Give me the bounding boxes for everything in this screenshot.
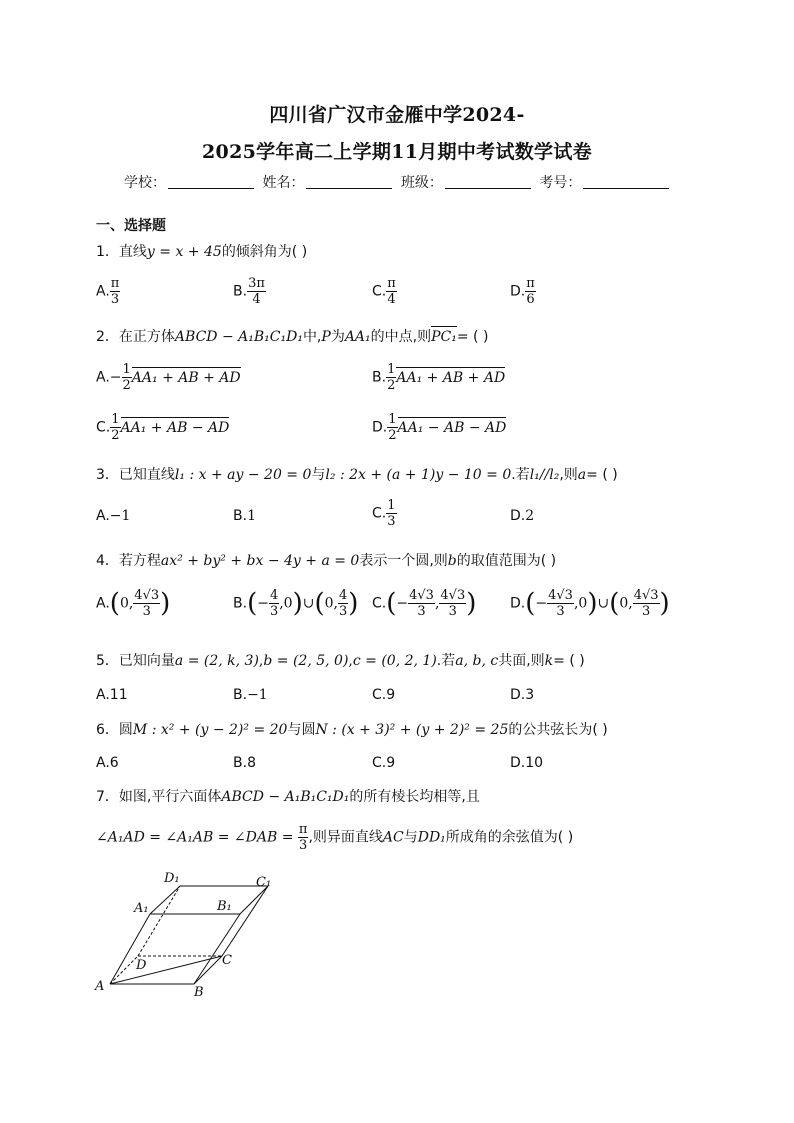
question-7-line-2 bbox=[96, 822, 573, 853]
label-b: B bbox=[194, 985, 204, 1000]
option-c[interactable]: C.(− $\frac{4√3}{3}$ , $\frac{4√3}{3}$ ) bbox=[372, 588, 477, 619]
question-text: 与 bbox=[403, 829, 418, 846]
option-b[interactable]: B.(− $\frac{4}{3}$ ,0)∪(0, $\frac{4}{3}$ ) bbox=[233, 588, 359, 619]
option-value: 6 bbox=[109, 755, 119, 771]
question-6 bbox=[96, 719, 608, 739]
class-label: 班级： bbox=[400, 175, 443, 191]
fraction: $\frac{3\pi}{4}$ bbox=[248, 276, 265, 307]
sign: − bbox=[109, 369, 122, 386]
math-expr: k bbox=[544, 653, 554, 669]
option-value: 10 bbox=[525, 755, 544, 771]
option-value: 2 bbox=[525, 508, 535, 524]
question-text: = ( ) bbox=[586, 467, 618, 483]
label-b1: B₁ bbox=[217, 899, 232, 914]
option-c[interactable] bbox=[372, 755, 395, 771]
question-number: 1． bbox=[96, 244, 119, 260]
vector-expr: PC₁ bbox=[431, 329, 457, 345]
option-label: D. bbox=[510, 283, 526, 300]
question-number: 4． bbox=[96, 553, 119, 569]
option-d[interactable] bbox=[510, 508, 534, 524]
option-d[interactable] bbox=[510, 276, 536, 307]
option-d[interactable] bbox=[510, 755, 543, 771]
option-b[interactable] bbox=[233, 755, 256, 771]
option-label: A. bbox=[96, 687, 110, 703]
math-expr: AC bbox=[382, 829, 404, 846]
math-expr: a, b, c bbox=[455, 653, 499, 669]
question-number: 6． bbox=[96, 722, 119, 738]
question-text: 的倾斜角为( ) bbox=[221, 244, 308, 260]
question-text: 中, bbox=[302, 329, 322, 345]
math-expr: c = (0, 2, 1) bbox=[352, 653, 437, 669]
question-text: 圆 bbox=[118, 722, 133, 738]
option-a[interactable] bbox=[96, 362, 241, 393]
option-value: 11 bbox=[109, 687, 128, 703]
option-a[interactable] bbox=[96, 508, 130, 524]
label-c: C bbox=[222, 953, 232, 968]
question-text: 表示一个圆,则 bbox=[359, 553, 448, 569]
title-line-2: 2025学年高二上学期11月期中考试数学试卷 bbox=[202, 141, 592, 163]
option-label: B. bbox=[233, 508, 248, 524]
option-label: A. bbox=[96, 369, 110, 386]
math-expr: l₁ : x + ay − 20 = 0 bbox=[174, 467, 312, 483]
question-5: 5．已知向量a = (2, k, 3),b = (2, 5, 0),c = (0, 2, 1).若a, b, c共面,则k= ( ) bbox=[96, 653, 585, 669]
math-expr: ax² + by² + bx − 4y + a = 0 bbox=[160, 553, 360, 569]
question-2 bbox=[96, 326, 488, 346]
option-label: C. bbox=[372, 755, 387, 771]
question-text: ,则 bbox=[559, 467, 578, 483]
option-value: 1 bbox=[247, 508, 256, 524]
question-text: 与圆 bbox=[287, 722, 316, 738]
vector-expr: AA₁ + AB − AD bbox=[120, 419, 230, 436]
math-expr: l₂ : 2x + (a + 1)y − 10 = 0 bbox=[325, 467, 512, 483]
option-label: D. bbox=[510, 508, 526, 524]
option-value: 8 bbox=[247, 755, 256, 771]
option-b[interactable] bbox=[372, 362, 505, 393]
question-text: 为 bbox=[330, 329, 345, 345]
option-c[interactable] bbox=[372, 687, 395, 703]
option-b[interactable] bbox=[233, 508, 256, 524]
vector-expr: AA₁ − AB − AD bbox=[397, 419, 507, 436]
label-a1: A₁ bbox=[134, 901, 149, 916]
school-label: 学校： bbox=[124, 175, 166, 191]
option-label: A. bbox=[96, 283, 110, 300]
vector-expr: AA₁ + AB + AD bbox=[396, 369, 506, 386]
question-text: = ( ) bbox=[456, 329, 489, 345]
name-label: 姓名： bbox=[262, 175, 305, 191]
fraction: $\frac{1}{2}$ bbox=[387, 362, 396, 393]
option-label: C. bbox=[372, 505, 387, 522]
option-label: A. bbox=[96, 508, 110, 524]
option-a[interactable] bbox=[96, 276, 120, 307]
label-c1: C₁ bbox=[256, 875, 272, 890]
question-text: = ( ) bbox=[553, 653, 585, 669]
option-label: C. bbox=[372, 595, 387, 612]
fraction: $\frac{\pi}{4}$ bbox=[387, 276, 396, 307]
question-text: ,则异面直线 bbox=[308, 829, 383, 846]
option-label: B. bbox=[233, 755, 248, 771]
math-expr: l₁//l₂ bbox=[529, 467, 560, 483]
fraction: $\frac{1}{2}$ bbox=[122, 362, 131, 393]
math-expr: ABCD − A₁B₁C₁D₁ bbox=[221, 789, 350, 805]
option-value: 9 bbox=[386, 687, 396, 703]
option-label: D. bbox=[510, 687, 526, 703]
option-label: B. bbox=[233, 595, 248, 612]
option-a[interactable] bbox=[96, 687, 128, 703]
option-label: C. bbox=[372, 283, 387, 300]
option-d[interactable] bbox=[372, 412, 506, 443]
school-blank[interactable] bbox=[168, 176, 254, 189]
option-value: 3 bbox=[525, 687, 535, 703]
class-blank[interactable] bbox=[445, 176, 531, 189]
option-label: B. bbox=[233, 687, 248, 703]
vector-expr: AA₁ + AB + AD bbox=[131, 369, 241, 386]
option-b[interactable] bbox=[233, 276, 266, 307]
option-value: −1 bbox=[109, 508, 131, 524]
question-text: 已知直线 bbox=[118, 467, 175, 483]
math-expr: ABCD − A₁B₁C₁D₁ bbox=[174, 329, 303, 345]
math-expr: N : (x + 3)² + (y + 2)² = 25 bbox=[315, 722, 509, 738]
option-label: C. bbox=[96, 419, 111, 436]
question-3 bbox=[96, 464, 618, 484]
question-text: 与 bbox=[311, 467, 326, 483]
parallelepiped-figure bbox=[92, 862, 292, 1002]
option-a[interactable] bbox=[96, 755, 119, 771]
option-c[interactable] bbox=[372, 276, 397, 307]
option-label: A. bbox=[96, 595, 110, 612]
question-text: 直线 bbox=[118, 244, 147, 260]
math-expr: a = (2, k, 3) bbox=[174, 653, 259, 669]
question-4 bbox=[96, 550, 556, 570]
question-text: 如图,平行六面体 bbox=[118, 789, 222, 805]
fraction: $\frac{1}{2}$ bbox=[388, 412, 397, 443]
fraction: $\frac{\pi}{3}$ bbox=[298, 822, 308, 853]
math-expr: AA₁ bbox=[344, 329, 371, 345]
id-label: 考号： bbox=[539, 175, 582, 191]
question-text: .若 bbox=[436, 653, 456, 669]
option-label: A. bbox=[96, 755, 110, 771]
math-expr: DD₁ bbox=[417, 829, 446, 846]
math-expr: b bbox=[447, 553, 457, 569]
option-value: −1 bbox=[247, 687, 268, 703]
question-text: 在正方体 bbox=[118, 329, 175, 345]
question-text: 若方程 bbox=[118, 553, 161, 569]
section-heading: 一、选择题 bbox=[96, 218, 166, 234]
label-a: A bbox=[95, 979, 105, 994]
option-label: B. bbox=[372, 369, 387, 386]
label-d: D bbox=[136, 958, 147, 973]
label-d1: D₁ bbox=[164, 871, 180, 886]
question-text: 已知向量 bbox=[118, 653, 175, 669]
question-text: 所成角的余弦值为( ) bbox=[445, 829, 574, 846]
math-expr: y = x + 45 bbox=[146, 244, 222, 260]
option-d[interactable]: D.(− $\frac{4√3}{3}$ ,0)∪(0, $\frac{4√3}{3}$ ) bbox=[510, 588, 670, 619]
question-number: 2． bbox=[96, 329, 119, 345]
option-c[interactable] bbox=[372, 498, 397, 529]
option-label: D. bbox=[510, 595, 526, 612]
option-b[interactable] bbox=[233, 687, 268, 703]
question-7 bbox=[96, 786, 480, 806]
question-1 bbox=[96, 241, 307, 261]
question-number: 5． bbox=[96, 653, 119, 669]
title-line-1: 四川省广汉市金雁中学2024- bbox=[269, 104, 525, 126]
math-expr: b = (2, 5, 0) bbox=[263, 653, 349, 669]
question-number: 3． bbox=[96, 467, 119, 483]
question-text: 的取值范围为( ) bbox=[456, 553, 557, 569]
fraction: $\frac{1}{2}$ bbox=[111, 412, 120, 443]
fraction: $\frac{\pi}{6}$ bbox=[526, 276, 535, 307]
question-number: 7． bbox=[96, 789, 119, 805]
student-info-row bbox=[124, 172, 673, 192]
option-label: D. bbox=[510, 755, 526, 771]
option-a[interactable]: A.(0, $\frac{4√3}{3}$ ) bbox=[96, 588, 171, 619]
fraction: $\frac{\pi}{3}$ bbox=[110, 276, 120, 307]
question-text: 的中点,则 bbox=[370, 329, 432, 345]
question-text: 共面,则 bbox=[498, 653, 545, 669]
question-text: 的所有棱长均相等,且 bbox=[349, 789, 480, 805]
question-text: 的公共弦长为( ) bbox=[508, 722, 608, 738]
name-blank[interactable] bbox=[306, 176, 392, 189]
id-blank[interactable] bbox=[583, 176, 669, 189]
math-expr: a bbox=[577, 467, 587, 483]
fraction: $\frac{1}{3}$ bbox=[387, 498, 396, 529]
math-expr: M : x² + (y − 2)² = 20 bbox=[132, 722, 288, 738]
option-label: B. bbox=[233, 283, 248, 300]
option-c[interactable] bbox=[96, 412, 229, 443]
option-value: 9 bbox=[386, 755, 396, 771]
option-label: D. bbox=[372, 419, 388, 436]
math-expr: P bbox=[321, 329, 331, 345]
option-label: C. bbox=[372, 687, 387, 703]
option-d[interactable] bbox=[510, 687, 534, 703]
math-expr: ∠A₁AD = ∠A₁AB = ∠DAB = bbox=[96, 829, 298, 846]
question-text: .若 bbox=[511, 467, 530, 483]
